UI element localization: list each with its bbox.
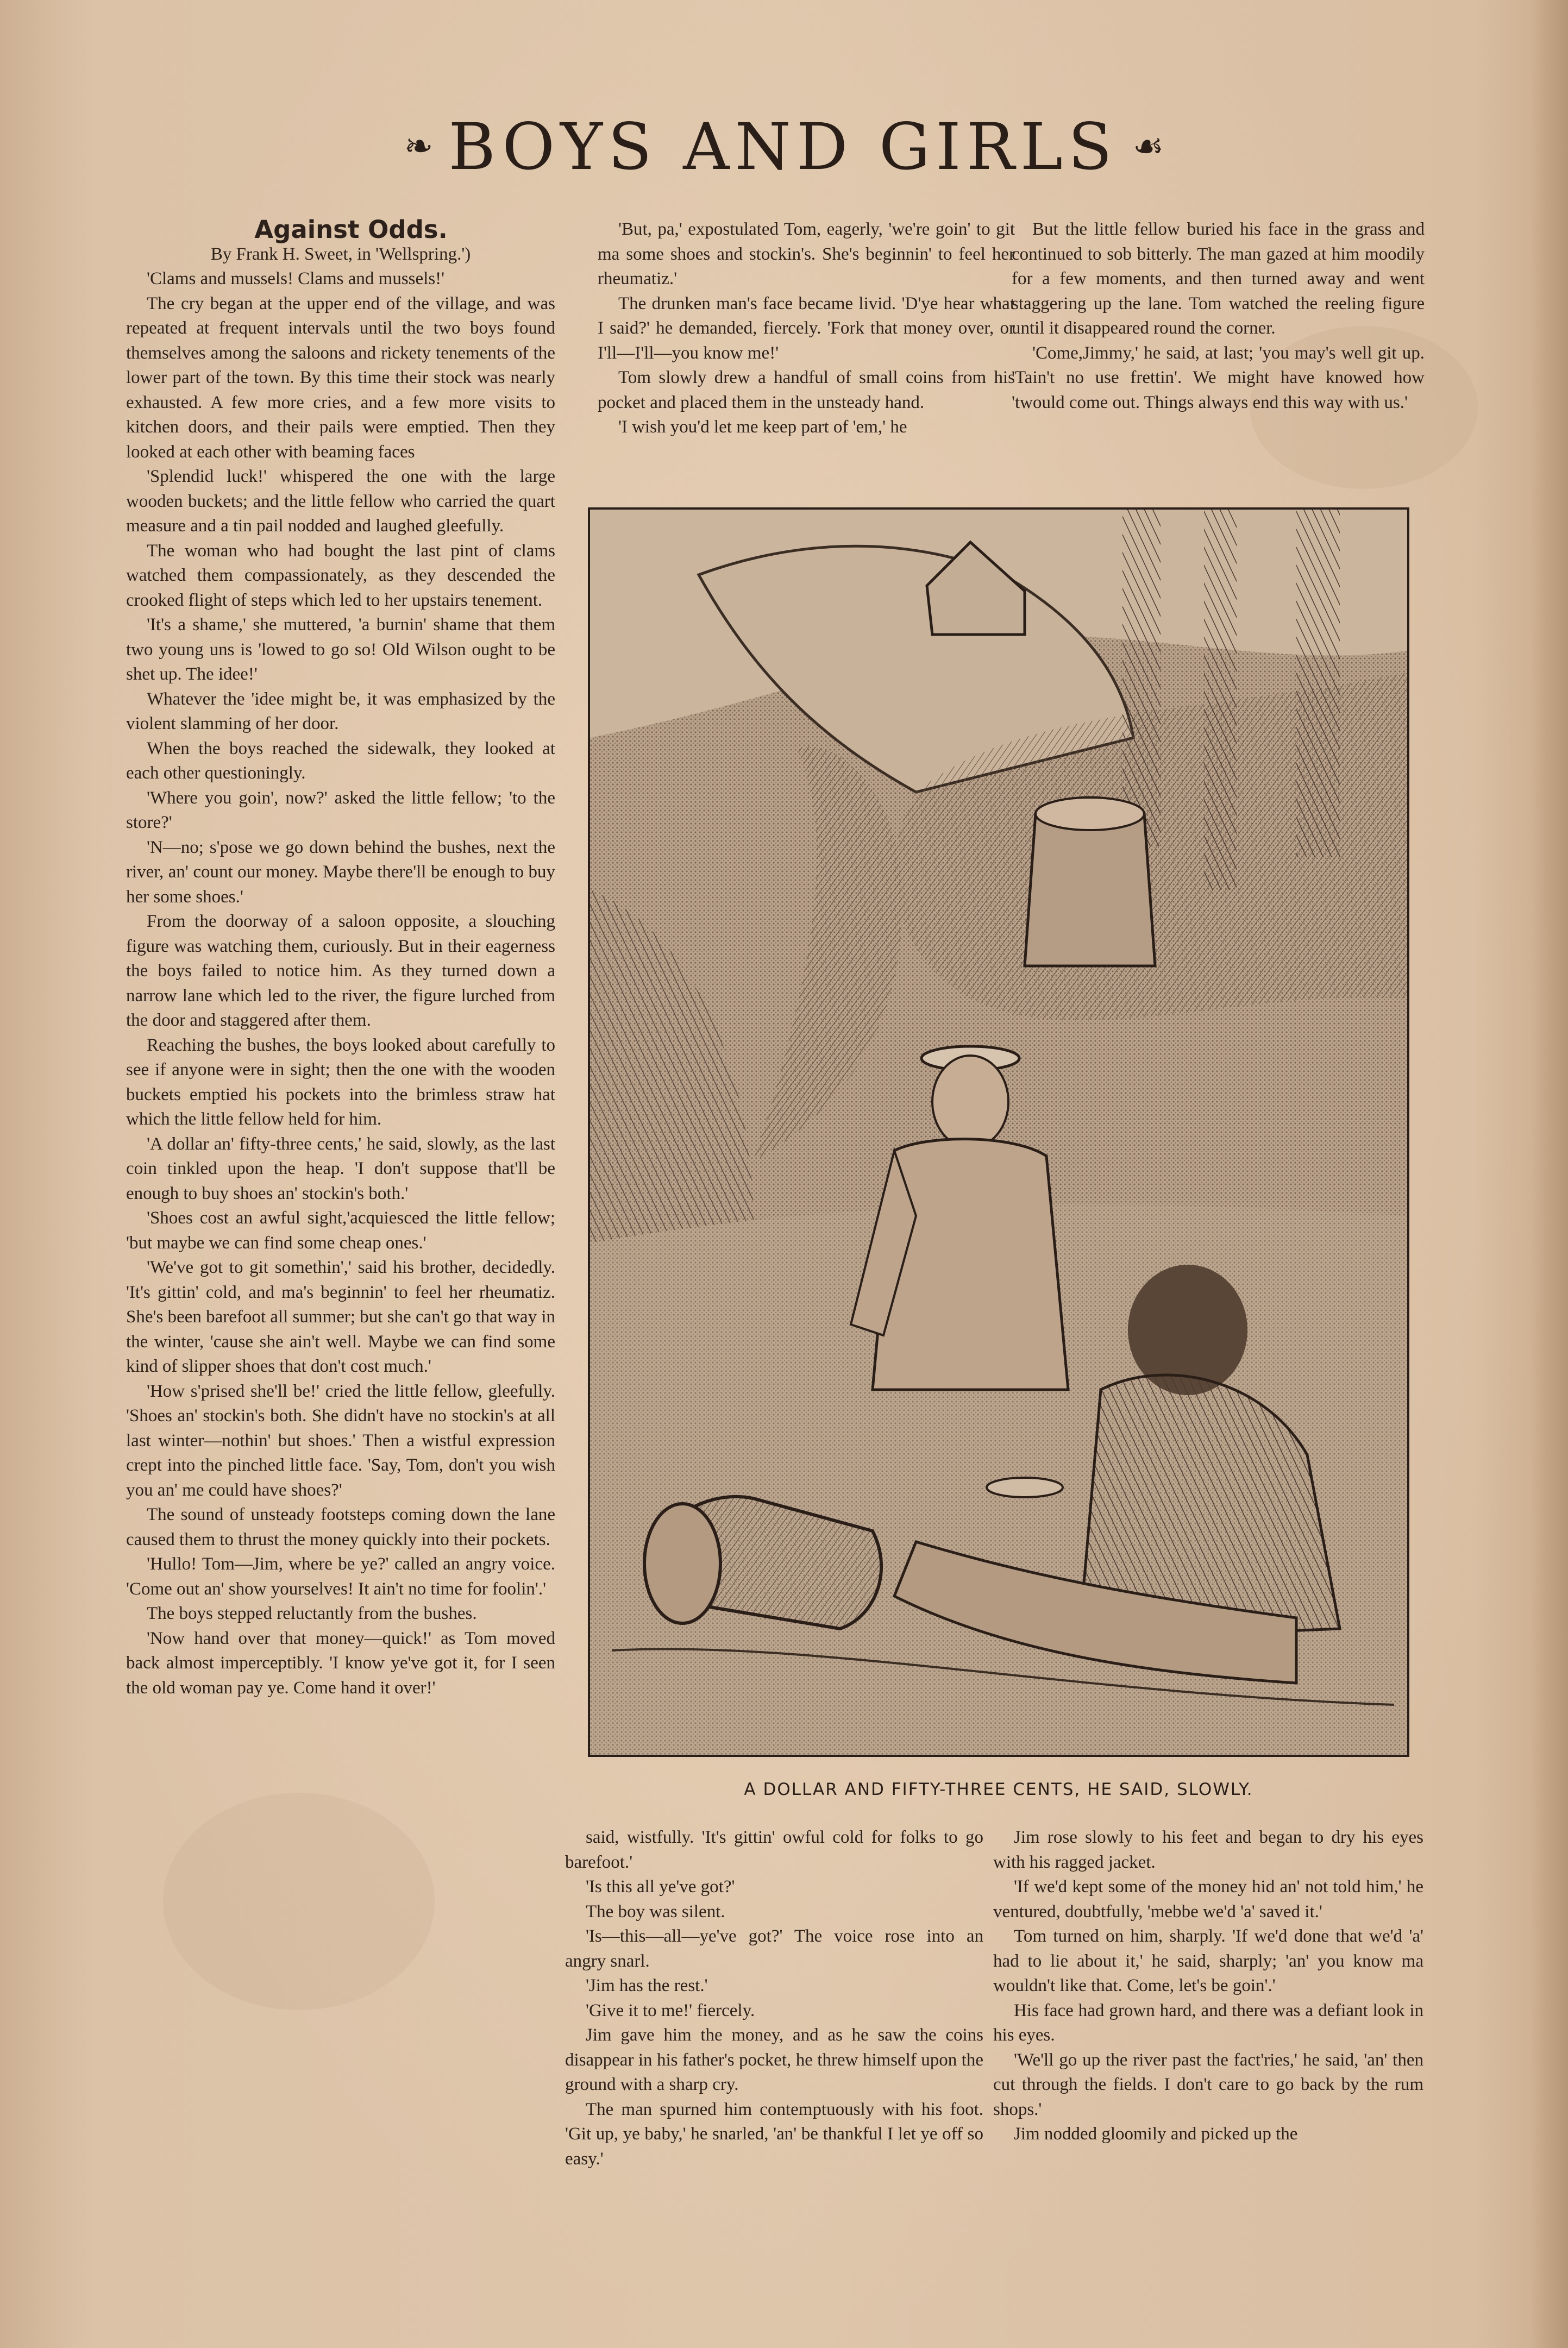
illustration (588, 507, 1409, 1757)
paper-stain (163, 1793, 435, 2010)
column-1 (126, 217, 555, 1700)
paragraph: The boys stepped reluctantly from the bushes. (147, 1604, 477, 1623)
paragraph: 'Clams and mussels! Clams and mussels!' (147, 269, 445, 288)
article-byline: By Frank H. Sweet, in 'Wellspring.') (210, 244, 471, 264)
column-3 (1012, 217, 1425, 415)
paragraph: From the doorway of a saloon opposite, a slouching figure was watching them, curiously. But in their eagerness the boys failed to notice him. As they turned down a narrow lane which led to the river, the figure lurched from the door and staggered after them. (126, 912, 555, 1030)
paragraph: The sound of unsteady footsteps coming down the lane caused them to thrust the money quickly into their pockets. (126, 1505, 555, 1549)
paragraph: But the little fellow buried his face in the grass and continued to sob bitterly. The man gazed at him moodily for a few moments, and then turned away and went staggering up the lane. Tom watched the reeling figure until it disappeared round the corner. (1012, 219, 1425, 338)
paragraph: 'We'll go up the river past the fact'ries,' he said, 'an' then cut through the fields. I don't care to go back by the rum shops.' (993, 2050, 1423, 2119)
paragraph: 'Give it to me!' fiercely. (586, 2000, 755, 2020)
paragraph: 'It's a shame,' she muttered, 'a burnin' shame that them two young uns is 'lowed to go so! Old Wilson ought to be shet up. The idee!' (126, 615, 555, 684)
paragraph: Jim rose slowly to his feet and began to dry his eyes with his ragged jacket. (993, 1828, 1423, 1872)
column-5 (993, 1825, 1423, 2147)
paragraph: 'I wish you'd let me keep part of 'em,' he (618, 417, 907, 437)
section-masthead (0, 111, 1568, 182)
paragraph: The drunken man's face became livid. 'D'ye hear what I said?' he demanded, fiercely. 'Fork that money over, or I'll—I'll—you know me!' (598, 293, 1015, 363)
column-4 (565, 1825, 983, 2171)
column-2 (598, 217, 1015, 440)
paragraph: Reaching the bushes, the boys looked about carefully to see if anyone were in sight; then the one with the wooden buckets emptied his pockets into the brimless straw hat which the little fellow held for him. (126, 1035, 555, 1129)
paragraph: 'Is this all ye've got?' (586, 1877, 735, 1897)
paragraph: 'N—no; s'pose we go down behind the bushes, next the river, an' count our money. Maybe there'll be enough to buy her some shoes.' (126, 837, 555, 907)
paragraph: 'Come,Jimmy,' he said, at last; 'you may's well git up. 'Tain't no use frettin'. We might have knowed how 'twould come out. Things always end this way with us.' (1012, 343, 1425, 412)
section-title: BOYS AND GIRLS (448, 109, 1118, 184)
paragraph: Jim nodded gloomily and picked up the (1014, 2124, 1298, 2144)
paragraph: 'Hullo! Tom—Jim, where be ye?' called an angry voice. 'Come out an' show yourselves! It ain't no time for foolin'.' (126, 1554, 555, 1599)
paragraph: The cry began at the upper end of the village, and was repeated at frequent intervals until the two boys found themselves among the saloons and rickety tenements of the lower part of the town. By this time their stock was nearly exhausted. A few more cries, and a few more visits to kitchen doors, and their pails were emptied. Then they looked at each other with beaming faces (126, 293, 555, 462)
paragraph: 'How s'prised she'll be!' cried the little fellow, gleefully. 'Shoes an' stockin's both. She didn't have no stockin's at all last winter—nothin' but shoes.' Then a wistful expression crept into the pinched little face. 'Say, Tom, don't you wish you an' me could have shoes?' (126, 1381, 555, 1500)
page-fold-shadow (1530, 0, 1568, 2348)
paragraph: 'We've got to git somethin',' said his brother, decidedly. 'It's gittin' cold, and ma's beginnin' to feel her rheumatiz. She's been barefoot all summer; but she can't go that way in the winter, 'cause she ain't well. Maybe we can find some kind of slipper shoes that don't cost much.' (126, 1258, 555, 1376)
paragraph: 'A dollar an' fifty-three cents,' he said, slowly, as the last coin tinkled upon the heap. 'I don't suppose that'll be enough to buy shoes an' stockin's both.' (126, 1134, 555, 1203)
illustration-engraving (590, 510, 1407, 1755)
paragraph: Jim gave him the money, and as he saw the coins disappear in his father's pocket, he threw himself upon the ground with a sharp cry. (565, 2025, 983, 2094)
paragraph: said, wistfully. 'It's gittin' owful cold for folks to go barefoot.' (565, 1828, 983, 1872)
column-1-body (126, 267, 555, 1700)
ornament-right-icon: ☙ (1132, 127, 1164, 167)
paragraph: 'But, pa,' expostulated Tom, eagerly, 'we're goin' to git ma some shoes and stockin's. She's beginnin' to feel her rheumatiz.' (598, 219, 1015, 288)
paragraph: 'Is—this—all—ye've got?' The voice rose into an angry snarl. (565, 1926, 983, 1971)
paragraph: Whatever the 'idee might be, it was emphasized by the violent slamming of her door. (126, 689, 555, 733)
paragraph: Tom slowly drew a handful of small coins from his pocket and placed them in the unsteady hand. (598, 368, 1015, 412)
paragraph: 'Splendid luck!' whispered the one with the large wooden buckets; and the little fellow who carried the quart measure and a tin pail nodded and laughed gleefully. (126, 467, 555, 536)
paragraph: 'Jim has the rest.' (586, 1976, 708, 1995)
paragraph: When the boys reached the sidewalk, they looked at each other questioningly. (126, 738, 555, 783)
article-headline: Against Odds. (254, 215, 448, 244)
paragraph: The boy was silent. (586, 1901, 725, 1922)
paragraph: His face had grown hard, and there was a defiant look in his eyes. (993, 2000, 1423, 2045)
paragraph: The man spurned him contemptuously with his foot. 'Git up, ye baby,' he snarled, 'an' be thankful I let ye off so easy.' (565, 2099, 983, 2169)
paragraph: 'Where you goin', now?' asked the little fellow; 'to the store?' (126, 788, 555, 832)
ornament-left-icon: ❧ (404, 127, 434, 167)
paragraph: 'Now hand over that money—quick!' as Tom moved back almost imperceptibly. 'I know ye've got it, for I seen the old woman pay ye. Come hand it over!' (126, 1628, 555, 1698)
illustration-caption: A DOLLAR AND FIFTY-THREE CENTS, HE SAID, SLOWLY. (744, 1780, 1253, 1799)
paragraph: 'Shoes cost an awful sight,'acquiesced the little fellow; 'but maybe we can find some cheap ones.' (126, 1208, 555, 1253)
paragraph: 'If we'd kept some of the money hid an' not told him,' he ventured, doubtfully, 'mebbe we'd 'a' saved it.' (993, 1877, 1423, 1922)
paragraph: Tom turned on him, sharply. 'If we'd done that we'd 'a' had to lie about it,' he said, sharply; 'an' you know ma wouldn't like that. Come, let's be goin'.' (993, 1926, 1423, 1995)
paragraph: The woman who had bought the last pint of clams watched them compassionately, as they descended the crooked flight of steps which led to her upstairs tenement. (126, 541, 555, 610)
